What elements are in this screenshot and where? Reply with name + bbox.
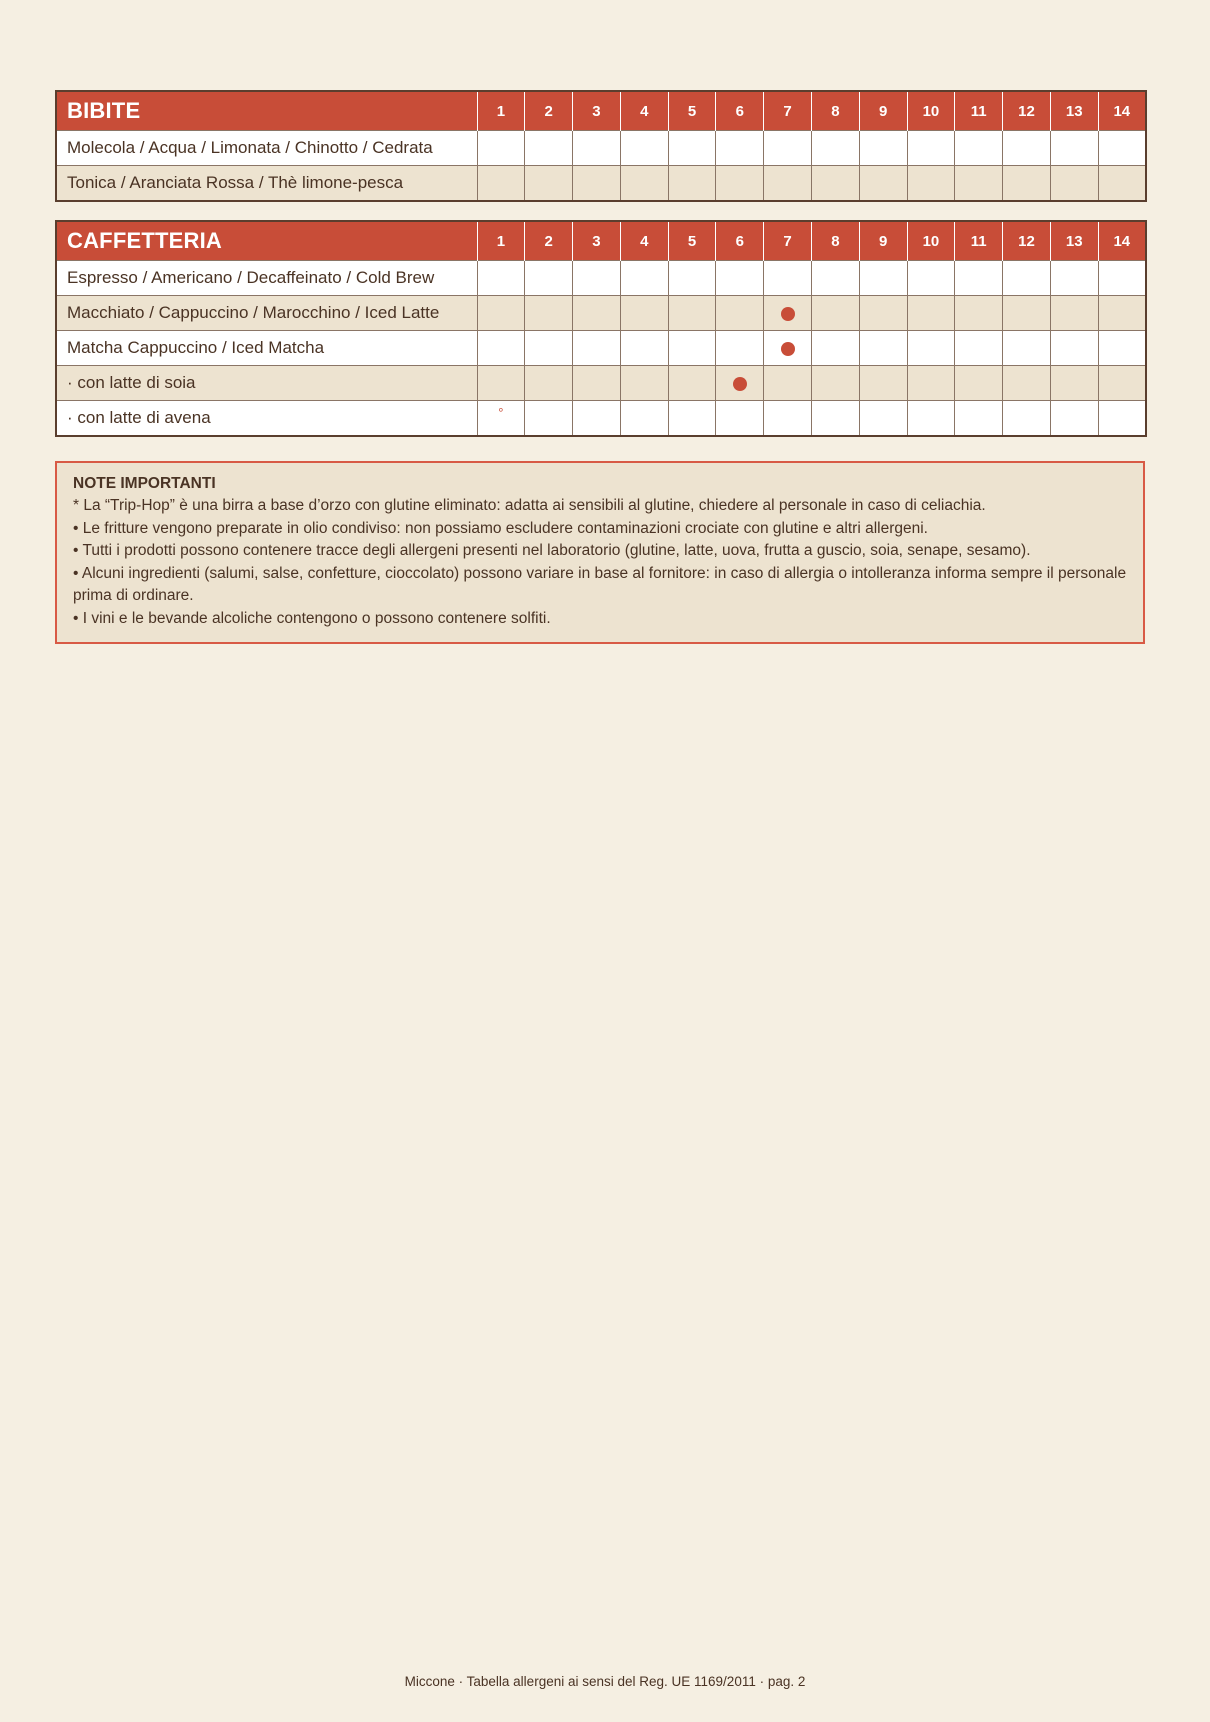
allergen-cell [1098, 401, 1146, 437]
allergen-cell [859, 166, 907, 202]
table-row [56, 166, 1146, 202]
allergen-cell [620, 331, 668, 366]
allergen-cell [1003, 366, 1051, 401]
allergen-cell [573, 261, 621, 296]
allergen-number-header: 5 [668, 221, 716, 261]
allergen-present-dot [733, 377, 747, 391]
allergen-number-header: 5 [668, 91, 716, 131]
allergen-cell [955, 166, 1003, 202]
allergen-cell [573, 296, 621, 331]
allergen-cell [907, 401, 955, 437]
allergen-cell [764, 131, 812, 166]
table-row [56, 331, 1146, 366]
table-row [56, 131, 1146, 166]
allergen-number-header: 8 [811, 91, 859, 131]
allergen-cell [573, 401, 621, 437]
allergen-cell [477, 296, 525, 331]
allergen-number-header: 1 [477, 221, 525, 261]
section-title: CAFFETTERIA [56, 221, 477, 261]
allergen-cell [1098, 366, 1146, 401]
allergen-number-header: 9 [859, 91, 907, 131]
allergen-cell [907, 261, 955, 296]
allergen-cell [668, 401, 716, 437]
item-name: Molecola / Acqua / Limonata / Chinotto / Cedrata [56, 131, 477, 166]
allergen-cell [716, 131, 764, 166]
allergen-number-header: 7 [764, 91, 812, 131]
allergen-cell [477, 366, 525, 401]
allergen-cell [525, 296, 573, 331]
table-header-row [56, 91, 1146, 131]
note-line: • Le fritture vengono preparate in olio condiviso: non possiamo escludere contaminazioni crociate con glutine e altri allergeni. [73, 519, 928, 537]
allergen-cell [1003, 131, 1051, 166]
allergen-cell [811, 296, 859, 331]
allergen-cell [955, 131, 1003, 166]
allergen-number-header: 2 [525, 91, 573, 131]
allergen-cell [811, 331, 859, 366]
allergen-cell [573, 131, 621, 166]
allergen-cell [573, 366, 621, 401]
allergen-cell [907, 166, 955, 202]
allergen-cell [811, 166, 859, 202]
allergen-number-header: 1 [477, 91, 525, 131]
section-title: BIBITE [56, 91, 477, 131]
allergen-number-header: 3 [573, 221, 621, 261]
allergen-cell [859, 296, 907, 331]
allergen-cell [1050, 131, 1098, 166]
allergen-cell [859, 401, 907, 437]
notes-title: NOTE IMPORTANTI [73, 475, 216, 492]
allergen-number-header: 14 [1098, 221, 1146, 261]
allergen-cell [811, 131, 859, 166]
allergen-cell [716, 296, 764, 331]
allergen-cell [907, 366, 955, 401]
allergen-cell [907, 296, 955, 331]
allergen-cell [1003, 166, 1051, 202]
item-name: Matcha Cappuccino / Iced Matcha [56, 331, 477, 366]
allergen-cell [716, 331, 764, 366]
allergen-cell [764, 166, 812, 202]
allergen-cell [1098, 261, 1146, 296]
allergen-cell [1050, 401, 1098, 437]
notes-box [55, 461, 1145, 644]
allergen-cell [955, 261, 1003, 296]
allergen-number-header: 10 [907, 221, 955, 261]
table-row [56, 366, 1146, 401]
allergen-cell [525, 166, 573, 202]
allergen-number-header: 9 [859, 221, 907, 261]
allergen-trace-mark: ° [498, 405, 504, 421]
allergen-cell [477, 331, 525, 366]
item-name: · con latte di avena [56, 401, 477, 437]
bibite-table [55, 90, 1147, 202]
allergen-cell [1098, 331, 1146, 366]
allergen-cell [620, 261, 668, 296]
allergen-cell [620, 131, 668, 166]
allergen-cell [1098, 166, 1146, 202]
allergen-number-header: 4 [620, 91, 668, 131]
allergen-cell [1050, 166, 1098, 202]
allergen-cell [525, 401, 573, 437]
note-line: • Tutti i prodotti possono contenere tracce degli allergeni presenti nel laboratorio (glutine, latte, uova, frutta a guscio, soia, senape, sesamo). [73, 542, 1031, 559]
item-name: Tonica / Aranciata Rossa / Thè limone-pesca [56, 166, 477, 202]
allergen-number-header: 7 [764, 221, 812, 261]
allergen-cell [859, 331, 907, 366]
allergen-cell [716, 366, 764, 401]
note-line: • I vini e le bevande alcoliche contengono o possono contenere solfiti. [73, 609, 551, 627]
allergen-cell [668, 366, 716, 401]
allergen-cell [525, 261, 573, 296]
allergen-cell [620, 366, 668, 401]
allergen-cell [716, 166, 764, 202]
allergen-cell [1003, 401, 1051, 437]
allergen-cell [477, 131, 525, 166]
allergen-cell [955, 401, 1003, 437]
table-row [56, 261, 1146, 296]
allergen-cell [764, 261, 812, 296]
allergen-cell [1003, 331, 1051, 366]
allergen-cell [1050, 366, 1098, 401]
allergen-cell [907, 331, 955, 366]
allergen-cell [525, 331, 573, 366]
allergen-cell [477, 401, 525, 437]
page-footer: Miccone · Tabella allergeni ai sensi del Reg. UE 1169/2011 · pag. 2 [404, 1674, 806, 1689]
allergen-cell [859, 131, 907, 166]
allergen-number-header: 4 [620, 221, 668, 261]
allergen-cell [764, 296, 812, 331]
allergen-number-header: 14 [1098, 91, 1146, 131]
allergen-number-header: 12 [1003, 91, 1051, 131]
allergen-cell [1050, 331, 1098, 366]
allergen-cell [668, 331, 716, 366]
allergen-cell [859, 366, 907, 401]
allergen-cell [955, 331, 1003, 366]
allergen-number-header: 6 [716, 91, 764, 131]
allergen-number-header: 11 [955, 221, 1003, 261]
allergen-cell [764, 366, 812, 401]
allergen-cell [859, 261, 907, 296]
allergen-cell [1098, 296, 1146, 331]
item-name: · con latte di soia [56, 366, 477, 401]
allergen-cell [716, 401, 764, 437]
table-header-row [56, 221, 1146, 261]
allergen-cell [573, 331, 621, 366]
allergen-present-dot [781, 307, 795, 321]
allergen-cell [811, 401, 859, 437]
allergen-number-header: 13 [1050, 91, 1098, 131]
allergen-number-header: 8 [811, 221, 859, 261]
table-row [56, 401, 1146, 437]
allergen-cell [716, 261, 764, 296]
allergen-cell [811, 261, 859, 296]
allergen-cell [620, 401, 668, 437]
allergen-present-dot [781, 342, 795, 356]
allergen-cell [907, 131, 955, 166]
allergen-cell [668, 261, 716, 296]
allergen-number-header: 10 [907, 91, 955, 131]
allergen-cell [620, 166, 668, 202]
allergen-number-header: 11 [955, 91, 1003, 131]
allergen-cell [477, 166, 525, 202]
caffetteria-table [55, 220, 1147, 437]
allergen-cell [573, 166, 621, 202]
allergen-cell [1050, 296, 1098, 331]
allergen-cell [1098, 131, 1146, 166]
allergen-cell [955, 296, 1003, 331]
allergen-number-header: 6 [716, 221, 764, 261]
table-row [56, 296, 1146, 331]
allergen-cell [668, 131, 716, 166]
allergen-cell [668, 166, 716, 202]
item-name: Macchiato / Cappuccino / Marocchino / Iced Latte [56, 296, 477, 331]
allergen-cell [668, 296, 716, 331]
allergen-number-header: 3 [573, 91, 621, 131]
allergen-cell [477, 261, 525, 296]
allergen-number-header: 13 [1050, 221, 1098, 261]
allergen-cell [620, 296, 668, 331]
item-name: Espresso / Americano / Decaffeinato / Cold Brew [56, 261, 477, 296]
allergen-cell [811, 366, 859, 401]
allergen-number-header: 2 [525, 221, 573, 261]
allergen-cell [764, 331, 812, 366]
note-line: • Alcuni ingredienti (salumi, salse, confetture, cioccolato) possono variare in base al fornitore: in caso di allergia o intolleranza informa sempre il personale prima di ordinare. [73, 564, 1127, 604]
allergen-cell [764, 401, 812, 437]
allergen-cell [525, 131, 573, 166]
allergen-number-header: 12 [1003, 221, 1051, 261]
allergen-cell [955, 366, 1003, 401]
allergen-cell [1050, 261, 1098, 296]
allergen-cell [1003, 261, 1051, 296]
allergen-cell [1003, 296, 1051, 331]
allergen-cell [525, 366, 573, 401]
note-line: * La “Trip-Hop” è una birra a base d’orzo con glutine eliminato: adatta ai sensibili al glutine, chiedere al personale in caso di celiachia. [73, 497, 986, 514]
